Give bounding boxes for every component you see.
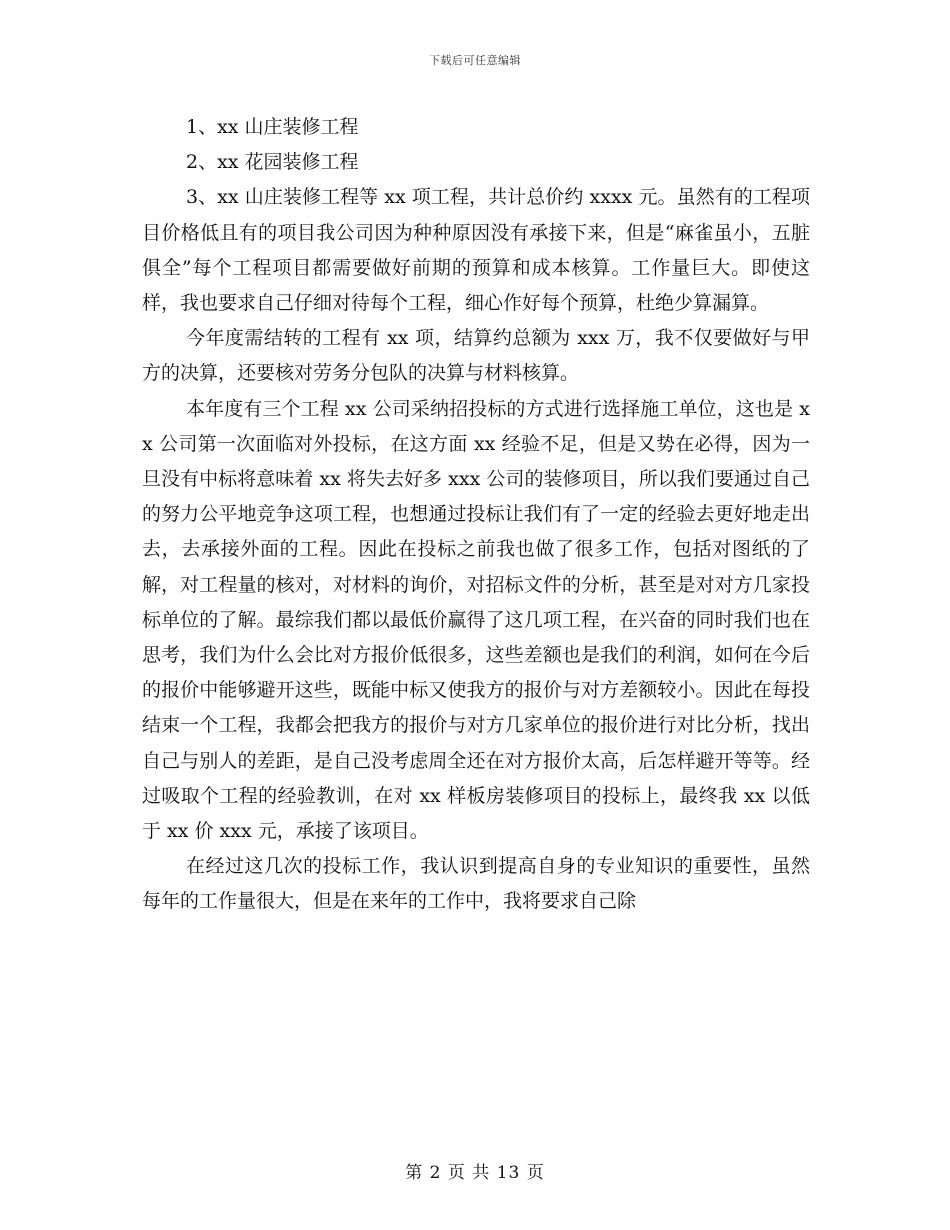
document-body	[142, 110, 810, 920]
paragraph-bidding: 本年度有三个工程 xx 公司采纳招投标的方式进行选择施工单位，这也是 xx 公司第一次面临对外投标，在这方面 xx 经验不足，但是又势在必得，因为一旦没有中标将意味着 xx 将失去好多 xxx 公司的装修项目，所以我们要通过自己的努力公平地竞争这项工程，也想通过投标让我们有了一定的经验去更好地走出去，去承接外面的工程。因此在投标之前我也做了很多工作，包括对图纸的了解，对工程量的核对，对材料的询价，对招标文件的分析，甚至是对对方几家投标单位的了解。最综我们都以最低价赢得了这几项工程，在兴奋的同时我们也在思考，我们为什么会比对方报价低很多，这些差额也是我们的利润，如何在今后的报价中能够避开这些，既能中标又使我方的报价与对方差额较小。因此在每投结束一个工程，我都会把我方的报价与对方几家单位的报价进行对比分析，找出自己与别人的差距，是自己没考虑周全还在对方报价太高，后怎样避开等等。经过吸取个工程的经验教训，在对 xx 样板房装修项目的投标上，最终我 xx 以低于 xx 价 xxx 元，承接了该项目。	[142, 397, 810, 843]
page-number: 第 2 页 共 13 页	[405, 1163, 545, 1183]
list-item-1: 1、xx 山庄装修工程	[186, 116, 359, 138]
list-item-2: 2、xx 花园装修工程	[186, 151, 359, 174]
paragraph-projects: 3、xx 山庄装修工程等 xx 项工程，共计总价约 xxxx 元。虽然有的工程项目价格低且有的项目我公司因为种种原因没有承接下来，但是“麻雀虽小，五脏俱全”每个工程项目都需要做好前期的预算和成本核算。工作量巨大。即使这样，我也要求自己仔细对待每个工程，细心作好每个预算，杜绝少算漏算。	[142, 186, 810, 315]
paragraph-conclusion: 在经过这几次的投标工作，我认识到提高自身的专业知识的重要性，虽然每年的工作量很大，但是在来年的工作中，我将要求自己除	[142, 855, 810, 913]
page-header: 下载后可任意编辑	[429, 54, 521, 67]
paragraph-settlement: 今年度需结转的工程有 xx 项，结算约总额为 xxx 万，我不仅要做好与甲方的决算，还要核对劳务分包队的决算与材料核算。	[142, 327, 810, 385]
